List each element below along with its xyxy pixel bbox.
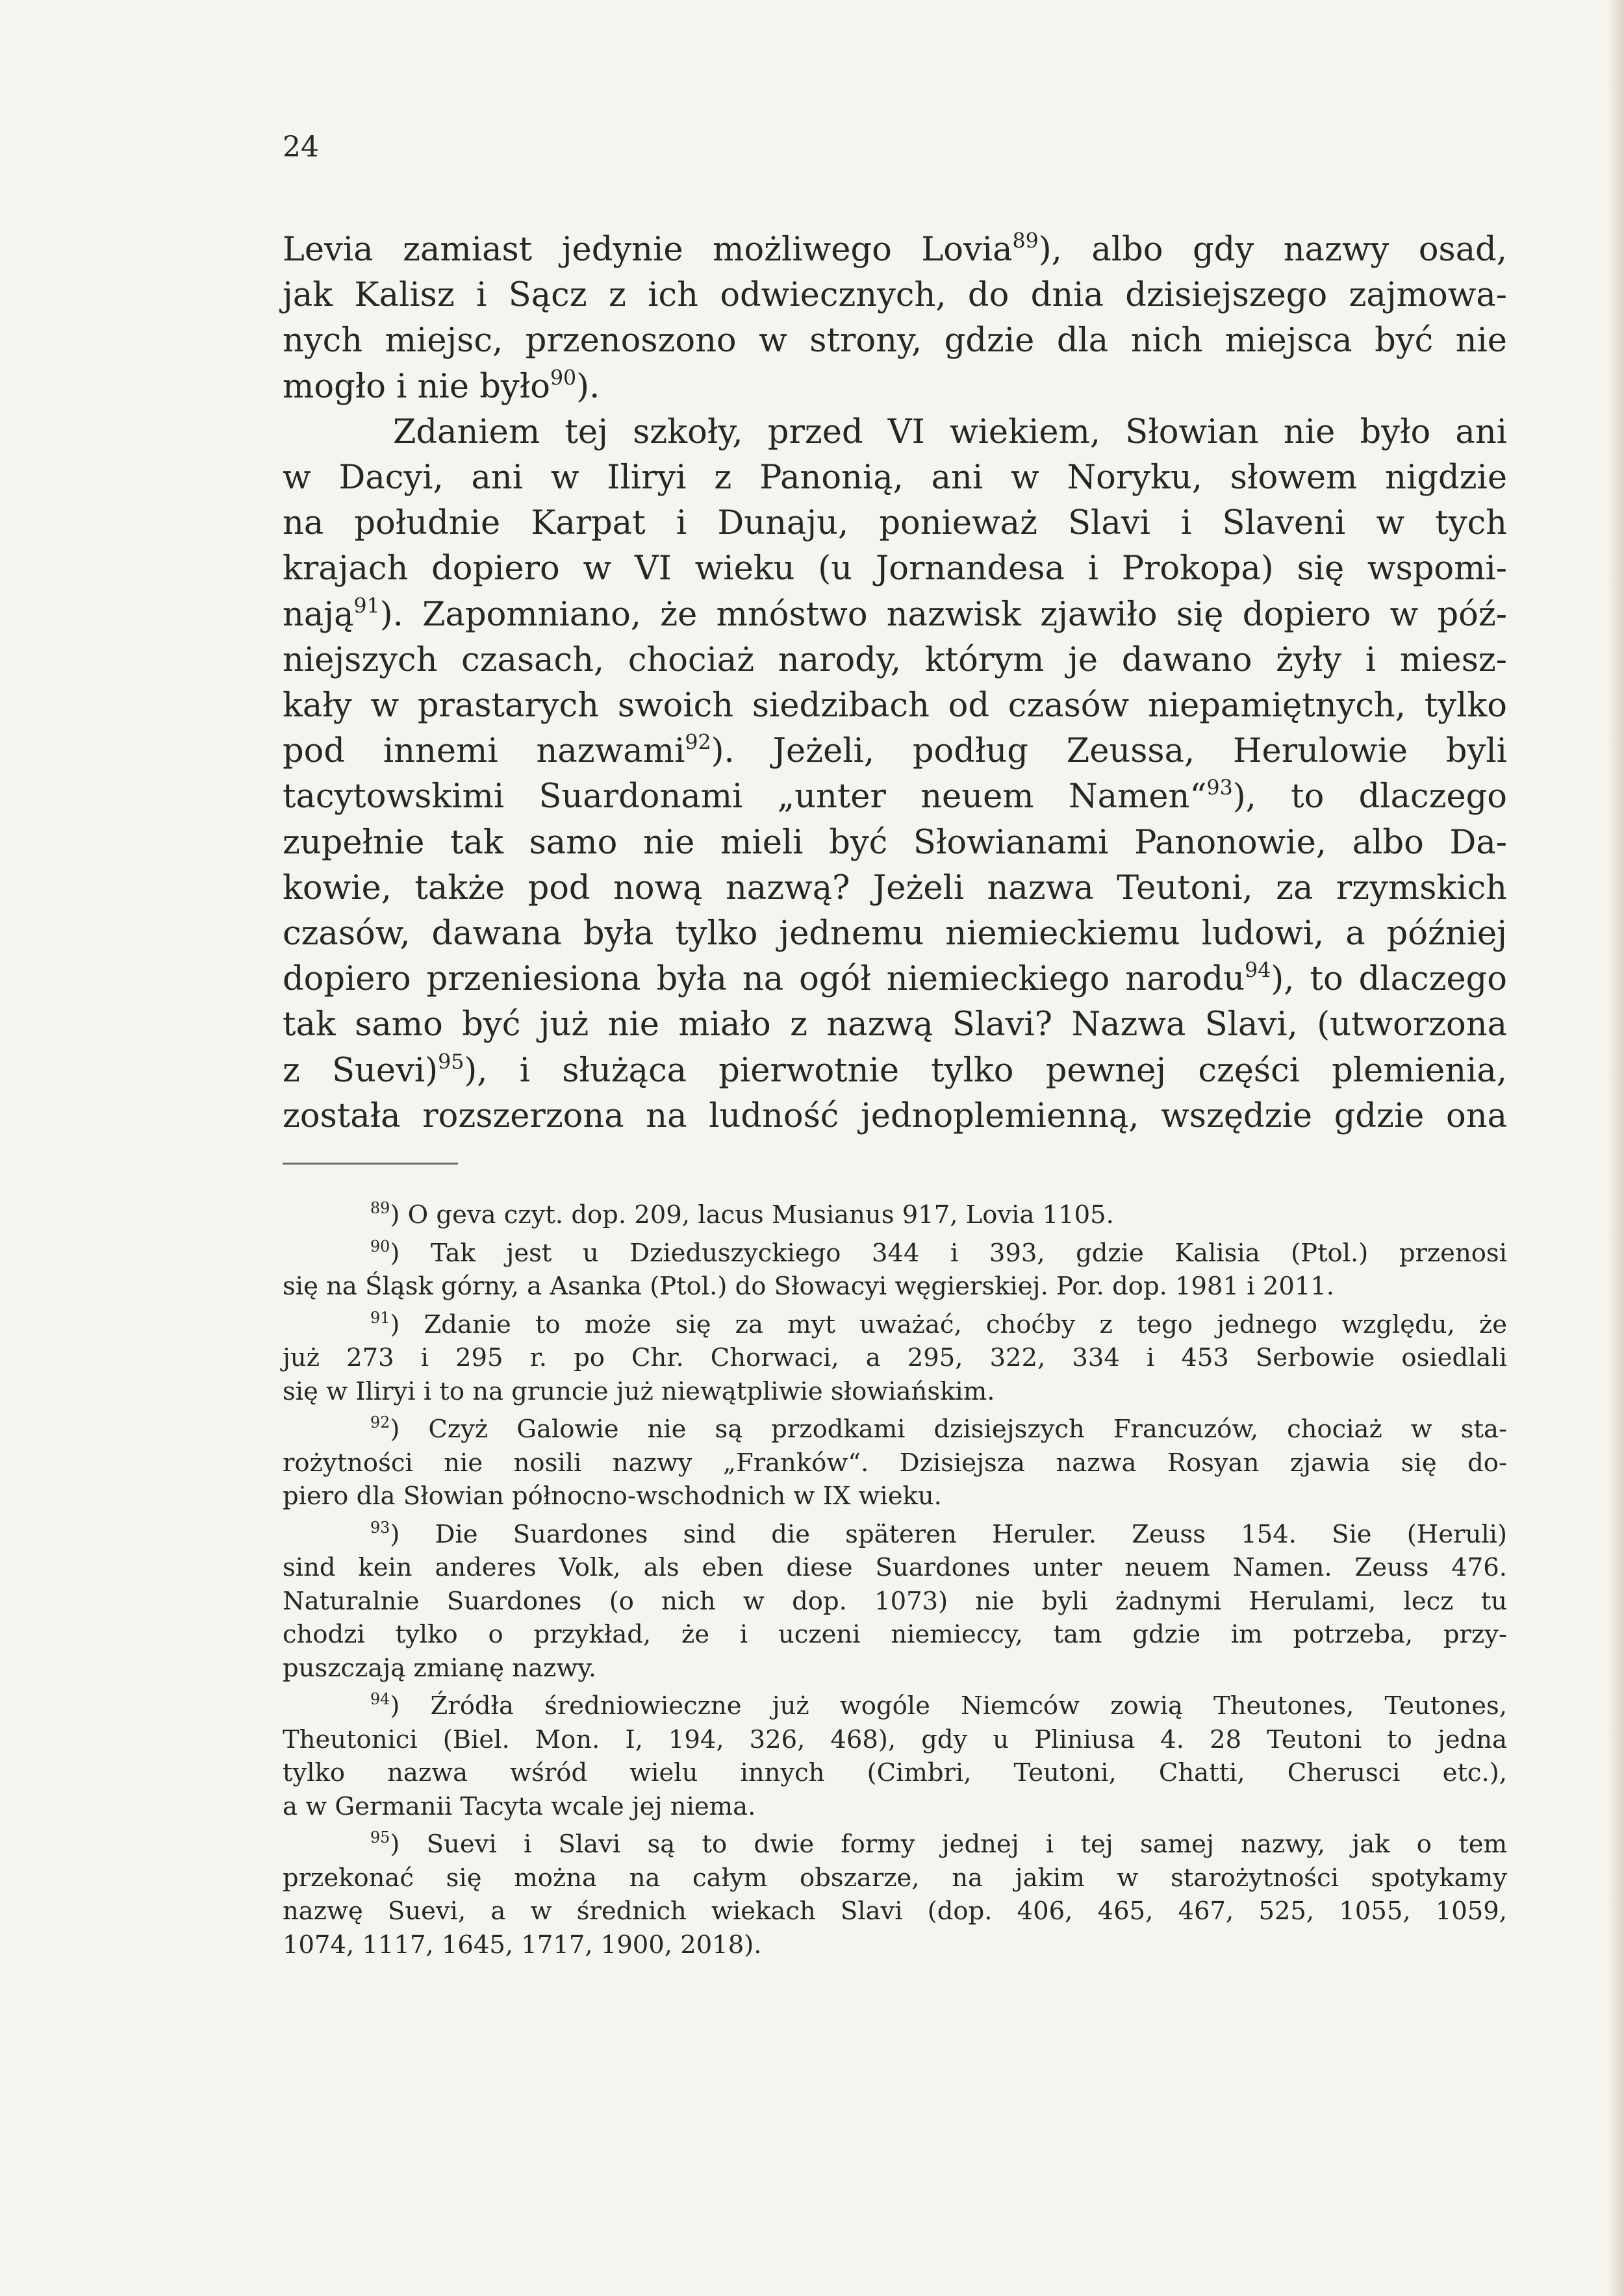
text-line: została rozszerzona na ludność jednoplemienną, wszędzie gdzie ona (283, 1096, 1507, 1135)
footnote-line: $^{91}$) Zdanie to może się za myt uważać, choćby z tego jednego względu, że (370, 1308, 1507, 1339)
text-line: jak Kalisz i Sącz z ich odwiecznych, do dnia dzisiejszego zajmowa- (283, 276, 1507, 315)
footnote-marker: 95 (438, 1050, 464, 1074)
footnote-line: $^{92}$) Czyż Galowie nie są przodkami dzisiejszych Francuzów, chociaż w sta- (370, 1413, 1507, 1444)
text-line: niejszych czasach, chociaż narody, którym je dawano żyły i miesz- (283, 640, 1507, 679)
footnote-line: już 273 i 295 r. po Chr. Chorwaci, a 295, 322, 334 i 453 Serbowie osiedlali (283, 1343, 1507, 1372)
footnote-separator (283, 1163, 458, 1165)
footnote-line: Theutonici (Biel. Mon. I, 194, 326, 468), gdy u Pliniusa 4. 28 Teutoni to jedna (283, 1724, 1507, 1754)
text-line: na południe Karpat i Dunaju, ponieważ Slavi i Slaveni w tych (283, 504, 1507, 543)
footnote-number: 92 (370, 1413, 390, 1432)
footnote-line: $^{90}$) Tak jest u Dzieduszyckiego 344 i 393, gdzie Kalisia (Ptol.) przenosi (370, 1237, 1507, 1268)
text-line: zupełnie tak samo nie mieli być Słowianami Panonowie, albo Da- (283, 823, 1507, 862)
footnote-line: rożytności nie nosili nazwy „Franków“. Dzisiejsza nazwa Rosyan zjawia się do- (283, 1448, 1507, 1478)
text-line: tak samo być już nie miało z nazwą Slavi? Nazwa Slavi, (utworzona (283, 1005, 1507, 1044)
footnote-number: 89 (370, 1199, 390, 1218)
footnote-marker: 91 (353, 594, 380, 618)
footnote-number: 94 (370, 1690, 390, 1709)
footnote-line: nazwę Suevi, a w średnich wiekach Slavi (dop. 406, 465, 467, 525, 1055, 1059, (283, 1897, 1507, 1926)
footnote-marker: 90 (550, 366, 577, 390)
page-edge-shadow (1607, 0, 1624, 2296)
footnote-marker: 92 (685, 731, 711, 755)
text-line: krajach dopiero w VI wieku (u Jornandesa i Prokopa) się wspomi- (283, 549, 1507, 588)
footnote-line: tylko nazwa wśród wielu innych (Cimbri, Teutoni, Chatti, Cherusci etc.), (283, 1758, 1507, 1787)
main-text (283, 227, 1507, 1139)
text-line: dopiero przeniesiona była na ogół niemieckiego narodu$^{94}$), to dlaczego (283, 959, 1507, 999)
footnote-line: 1074, 1117, 1645, 1717, 1900, 2018). (283, 1930, 762, 1960)
footnote-marker: 93 (1206, 776, 1233, 800)
text-line: nają$^{91}$). Zapomniano, że mnóstwo nazwisk zjawiło się dopiero w póź- (283, 594, 1507, 634)
text-line: mogło i nie było$^{90}$). (283, 366, 600, 406)
footnote-number: 95 (370, 1828, 390, 1847)
footnote-line: przekonać się można na całym obszarze, na jakim w starożytności spotykamy (283, 1863, 1507, 1893)
footnote-line: $^{94}$) Źródła średniowieczne już wogóle Niemców zowią Theutones, Teutones, (370, 1690, 1507, 1721)
footnote-marker: 94 (1245, 959, 1271, 983)
text-line: tacytowskimi Suardonami „unter neuem Namen“$^{93}$), to dlaczego (283, 776, 1507, 816)
footnote-line: chodzi tylko o przykład, że i uczeni niemieccy, tam gdzie im potrzeba, przy- (283, 1620, 1507, 1649)
footnote-number: 91 (370, 1308, 390, 1327)
page-number: 24 (283, 131, 319, 164)
text-line: Zdaniem tej szkoły, przed VI wiekiem, Słowian nie było ani (393, 412, 1507, 451)
footnote-number: 93 (370, 1518, 390, 1537)
text-line: kowie, także pod nową nazwą? Jeżeli nazwa Teutoni, za rzymskich (283, 868, 1507, 907)
footnote-line: Naturalnie Suardones (o nich w dop. 1073) nie byli żadnymi Herulami, lecz tu (283, 1586, 1507, 1616)
text-line: kały w prastarych swoich siedzibach od czasów niepamiętnych, tylko (283, 687, 1507, 725)
footnote-line: puszczają zmianę nazwy. (283, 1653, 597, 1683)
text-line: w Dacyi, ani w Iliryi z Panonią, ani w Noryku, słowem nigdzie (283, 459, 1507, 498)
text-line: czasów, dawana była tylko jednemu niemieckiemu ludowi, a później (283, 915, 1507, 953)
text-line: z Suevi)$^{95}$), i służąca pierwotnie tylko pewnej części plemienia, (283, 1050, 1507, 1090)
text-line: pod innemi nazwami$^{92}$). Jeżeli, podług Zeussa, Herulowie byli (283, 731, 1507, 771)
footnote-line: piero dla Słowian północno-wschodnich w IX wieku. (283, 1482, 942, 1511)
footnote-line: $^{89}$) O geva czyt. dop. 209, lacus Musianus 917, Lovia 1105. (370, 1199, 1114, 1230)
footnote-line: się w Iliryi i to na gruncie już niewątpliwie słowiańskim. (283, 1376, 995, 1406)
footnote-line: się na Śląsk górny, a Asanka (Ptol.) do Słowacyi węgierskiej. Por. dop. 1981 i 2011. (283, 1272, 1335, 1301)
footnote-number: 90 (370, 1237, 390, 1255)
footnote-line: sind kein anderes Volk, als eben diese Suardones unter neuem Namen. Zeuss 476. (283, 1553, 1507, 1582)
footnote-line: $^{95}$) Suevi i Slavi są to dwie formy jednej i tej samej nazwy, jak o tem (370, 1828, 1507, 1859)
footnotes (283, 1198, 1507, 1962)
footnote-line: $^{93}$) Die Suardones sind die späteren Heruler. Zeuss 154. Sie (Heruli) (370, 1518, 1507, 1549)
text-line: nych miejsc, przenoszono w strony, gdzie dla nich miejsca być nie (283, 322, 1507, 360)
footnote-marker: 89 (1012, 229, 1039, 253)
footnote-line: a w Germanii Tacyta wcale jej niema. (283, 1791, 756, 1821)
text-line: Levia zamiast jedynie możliwego Lovia$^{89}$), albo gdy nazwy osad, (283, 229, 1507, 269)
